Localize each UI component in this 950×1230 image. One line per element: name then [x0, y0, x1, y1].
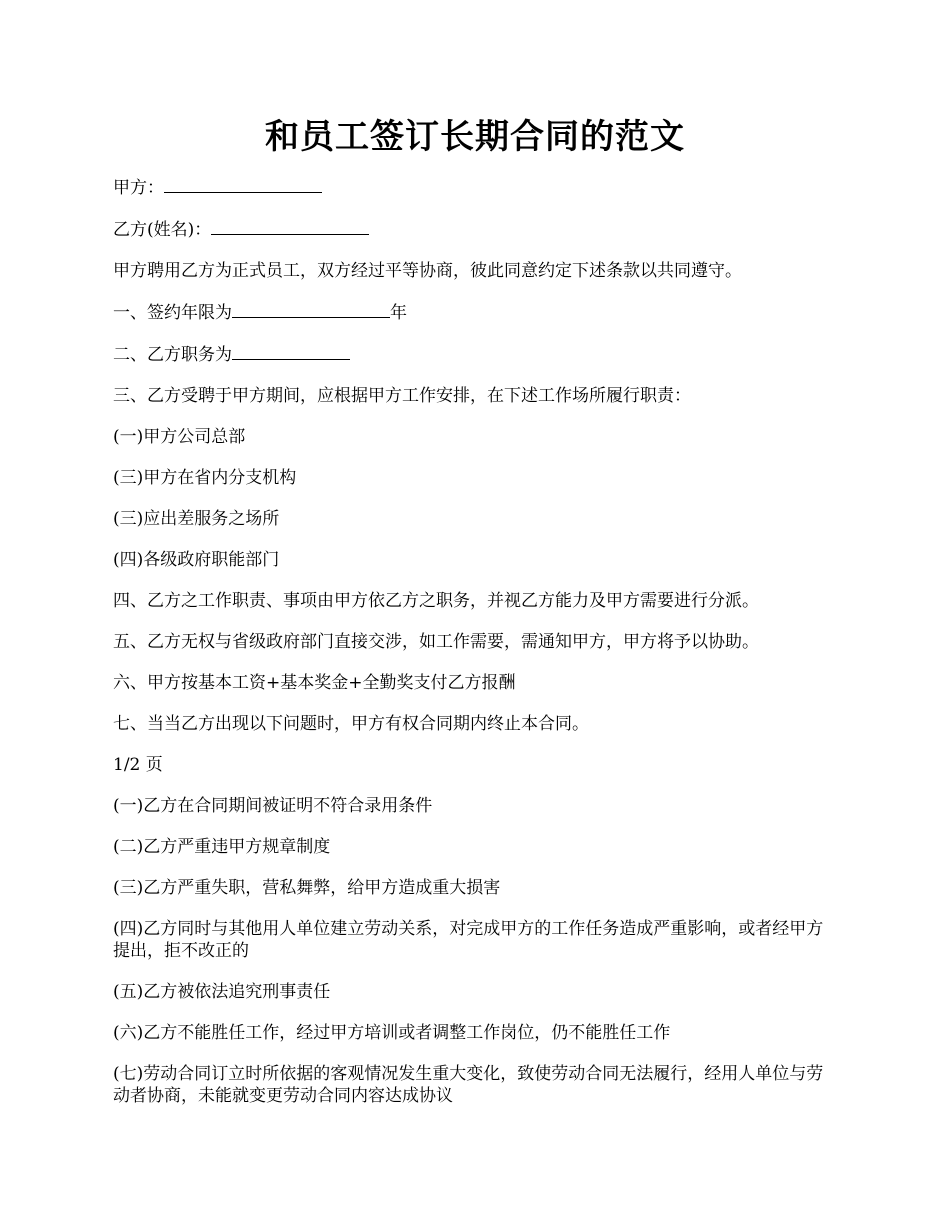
condition-item: (四)乙方同时与其他用人单位建立劳动关系，对完成甲方的工作任务造成严重影响，或者经甲方提出，拒不改正的: [113, 919, 824, 961]
intro-paragraph: 甲方聘用乙方为正式员工，双方经过平等协商，彼此同意约定下述条款以共同遵守。: [113, 261, 742, 281]
place-item: (四)各级政府职能部门: [113, 550, 280, 570]
condition-item: (二)乙方严重违甲方规章制度: [113, 837, 331, 857]
party-a-line: [113, 176, 838, 199]
condition-item: (六)乙方不能胜任工作，经过甲方培训或者调整工作岗位，仍不能胜任工作: [113, 1023, 671, 1043]
term-suffix: 年: [390, 303, 407, 323]
clause-7: 七、当当乙方出现以下问题时，甲方有权合同期内终止本合同。: [113, 714, 589, 734]
party-a-label: 甲方：: [113, 178, 164, 198]
party-a-blank: [164, 176, 322, 193]
document-title: 和员工签订长期合同的范文: [265, 117, 685, 157]
term-clause: [113, 301, 838, 324]
page-marker: 1/2 页: [113, 755, 163, 775]
document-body: [113, 176, 838, 1126]
term-blank: [232, 301, 390, 318]
party-b-blank: [211, 218, 369, 235]
place-item: (三)应出差服务之场所: [113, 509, 280, 529]
condition-item: (一)乙方在合同期间被证明不符合录用条件: [113, 796, 433, 816]
party-b-line: [113, 218, 838, 241]
condition-item: (三)乙方严重失职，营私舞弊，给甲方造成重大损害: [113, 878, 501, 898]
place-item: (一)甲方公司总部: [113, 427, 246, 447]
condition-item: (七)劳动合同订立时所依据的客观情况发生重大变化，致使劳动合同无法履行，经用人单位与劳动者协商，未能就变更劳动合同内容达成协议: [113, 1064, 824, 1106]
party-b-label: 乙方(姓名)：: [113, 220, 212, 240]
condition-item: (五)乙方被依法追究刑事责任: [113, 982, 331, 1002]
position-blank: [232, 343, 350, 360]
term-prefix: 一、签约年限为: [113, 303, 232, 323]
position-prefix: 二、乙方职务为: [113, 345, 232, 365]
clause-4: 四、乙方之工作职责、事项由甲方依乙方之职务，并视乙方能力及甲方需要进行分派。: [113, 591, 759, 611]
clause-6: 六、甲方按基本工资+基本奖金+全勤奖支付乙方报酬: [113, 673, 516, 693]
position-clause: [113, 343, 838, 366]
place-item: (三)甲方在省内分支机构: [113, 468, 297, 488]
clause-5: 五、乙方无权与省级政府部门直接交涉，如工作需要，需通知甲方，甲方将予以协助。: [113, 632, 759, 652]
clause-3: 三、乙方受聘于甲方期间，应根据甲方工作安排，在下述工作场所履行职责：: [113, 386, 691, 406]
